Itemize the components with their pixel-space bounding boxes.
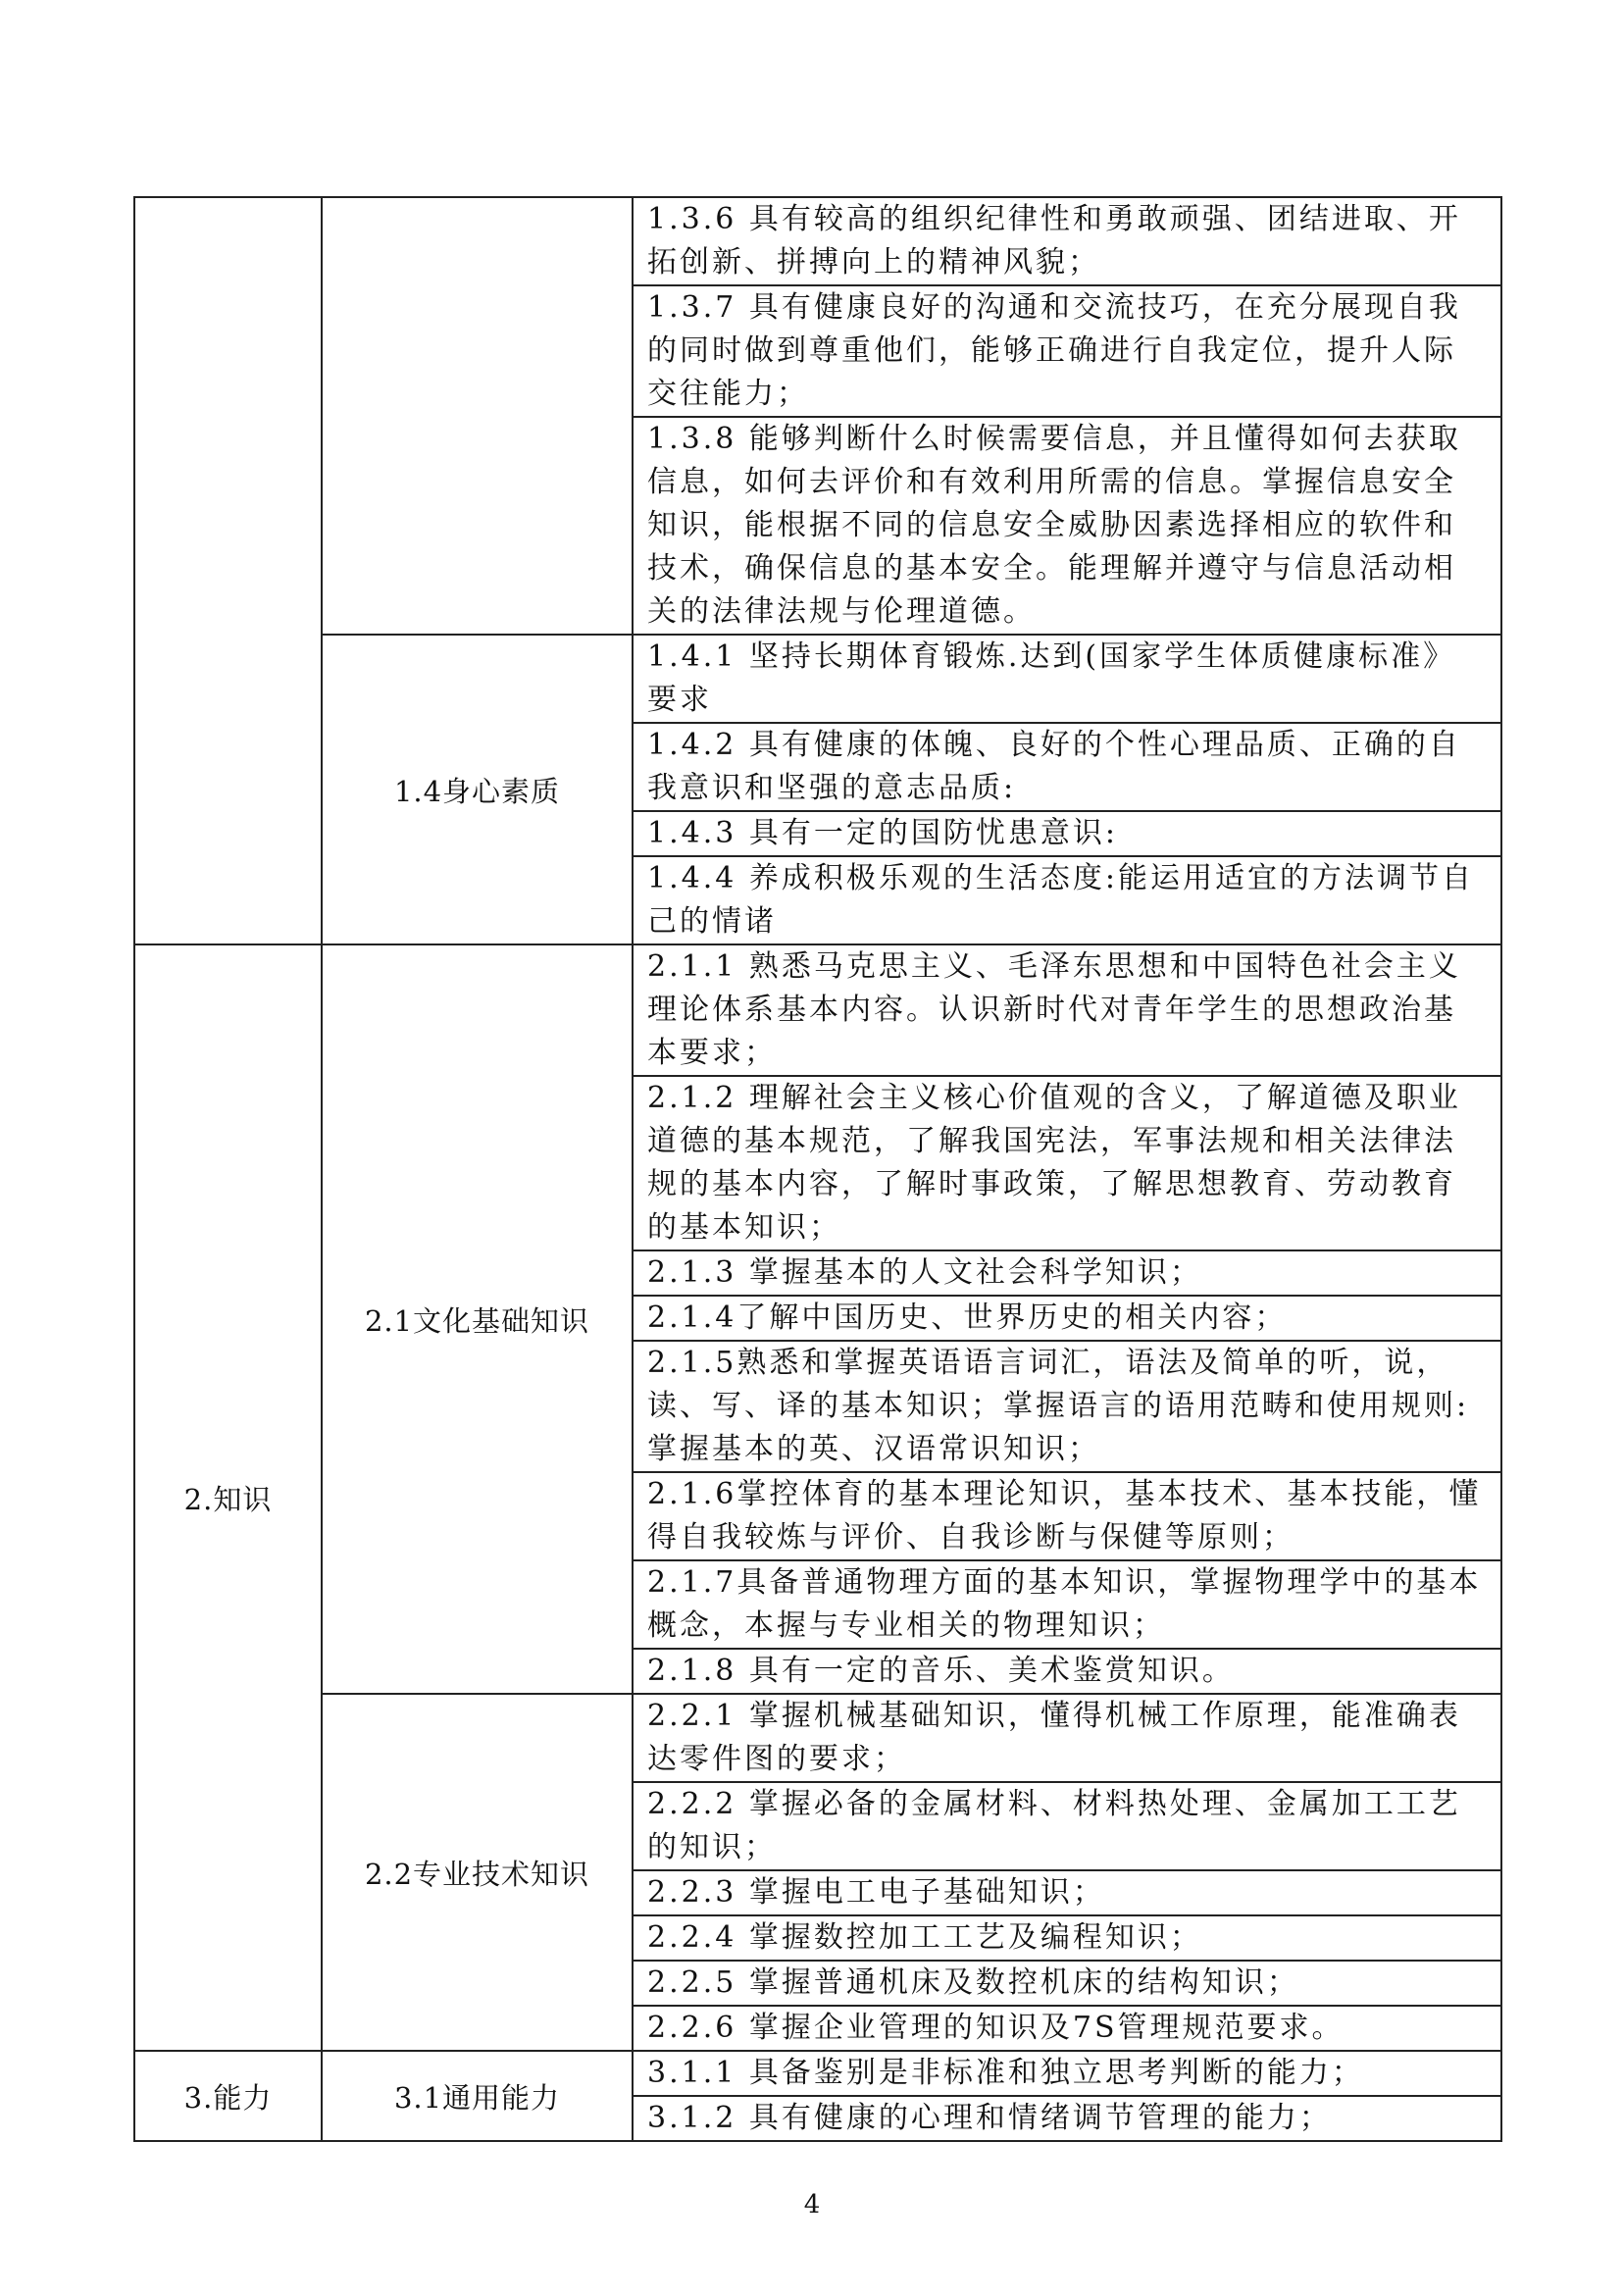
requirement-text: 2.1.6掌控体育的基本理论知识，基本技术、基本技能，懂得自我较炼与评价、自我诊断与保健等原则； (633, 1472, 1501, 1560)
requirement-text: 3.1.1 具备鉴别是非标准和独立思考判断的能力； (633, 2051, 1501, 2096)
requirement-text: 1.4.2 具有健康的体魄、良好的个性心理品质、正确的自我意识和坚强的意志品质: (633, 723, 1501, 811)
requirement-text: 1.4.3 具有一定的国防忧患意识: (633, 811, 1501, 856)
requirement-text: 2.1.5熟悉和掌握英语语言词汇，语法及简单的听，说，读、写、译的基本知识；掌握语言的语用范畴和使用规则:掌握基本的英、汉语常识知识； (633, 1341, 1501, 1472)
requirement-text: 3.1.2 具有健康的心理和情绪调节管理的能力； (633, 2096, 1501, 2141)
requirement-text: 1.3.8 能够判断什么时候需要信息，并且懂得如何去获取信息，如何去评价和有效利用所需的信息。掌握信息安全知识，能根据不同的信息安全威胁因素选择相应的软件和技术，确保信息的基本安全。能理解并遵守与信息活动相关的法律法规与伦理道德。 (633, 417, 1501, 635)
requirement-text: 2.1.4了解中国历史、世界历史的相关内容； (633, 1296, 1501, 1341)
subcategory-cell: 2.1文化基础知识 (322, 944, 633, 1694)
subcategory-cell-empty (322, 197, 633, 635)
category-cell-empty (134, 197, 322, 944)
requirement-text: 2.1.7具备普通物理方面的基本知识，掌握物理学中的基本概念，本握与专业相关的物理知识； (633, 1560, 1501, 1649)
requirement-text: 2.2.4 掌握数控加工工艺及编程知识； (633, 1915, 1501, 1961)
requirements-table (133, 196, 1502, 2142)
category-cell: 3.能力 (134, 2051, 322, 2141)
requirement-text: 2.1.2 理解社会主义核心价值观的含义，了解道德及职业道德的基本规范，了解我国宪法，军事法规和相关法律法规的基本内容，了解时事政策，了解思想教育、劳动教育的基本知识； (633, 1076, 1501, 1250)
table-row (134, 635, 1501, 723)
requirement-text: 1.3.6 具有较高的组织纪律性和勇敢顽强、团结进取、开拓创新、拼搏向上的精神风貌； (633, 197, 1501, 285)
requirement-text: 2.2.5 掌握普通机床及数控机床的结构知识； (633, 1961, 1501, 2006)
table-row (134, 2051, 1501, 2096)
requirement-text: 1.3.7 具有健康良好的沟通和交流技巧，在充分展现自我的同时做到尊重他们，能够正确进行自我定位，提升人际交往能力； (633, 285, 1501, 417)
requirement-text: 2.2.6 掌握企业管理的知识及7S管理规范要求。 (633, 2006, 1501, 2051)
requirement-text: 2.1.1 熟悉马克思主义、毛泽东思想和中国特色社会主义理论体系基本内容。认识新时代对青年学生的思想政治基本要求； (633, 944, 1501, 1076)
subcategory-cell: 2.2专业技术知识 (322, 1694, 633, 2051)
requirement-text: 2.1.8 具有一定的音乐、美术鉴赏知识。 (633, 1649, 1501, 1694)
requirement-text: 2.2.3 掌握电工电子基础知识； (633, 1870, 1501, 1915)
table-row (134, 1694, 1501, 1782)
category-cell: 2.知识 (134, 944, 322, 2051)
requirement-text: 1.4.1 坚持长期体育锻炼.达到(国家学生体质健康标准》要求 (633, 635, 1501, 723)
subcategory-cell: 3.1通用能力 (322, 2051, 633, 2141)
requirement-text: 2.2.1 掌握机械基础知识，懂得机械工作原理，能准确表达零件图的要求； (633, 1694, 1501, 1782)
requirement-text: 2.2.2 掌握必备的金属材料、材料热处理、金属加工工艺的知识； (633, 1782, 1501, 1870)
subcategory-cell: 1.4身心素质 (322, 635, 633, 944)
requirement-text: 2.1.3 掌握基本的人文社会科学知识； (633, 1250, 1501, 1296)
table-row (134, 944, 1501, 1076)
requirement-text: 1.4.4 养成积极乐观的生活态度:能运用适宜的方法调节自己的情诸 (633, 856, 1501, 944)
page-number: 4 (803, 2190, 821, 2219)
table-row (134, 197, 1501, 285)
